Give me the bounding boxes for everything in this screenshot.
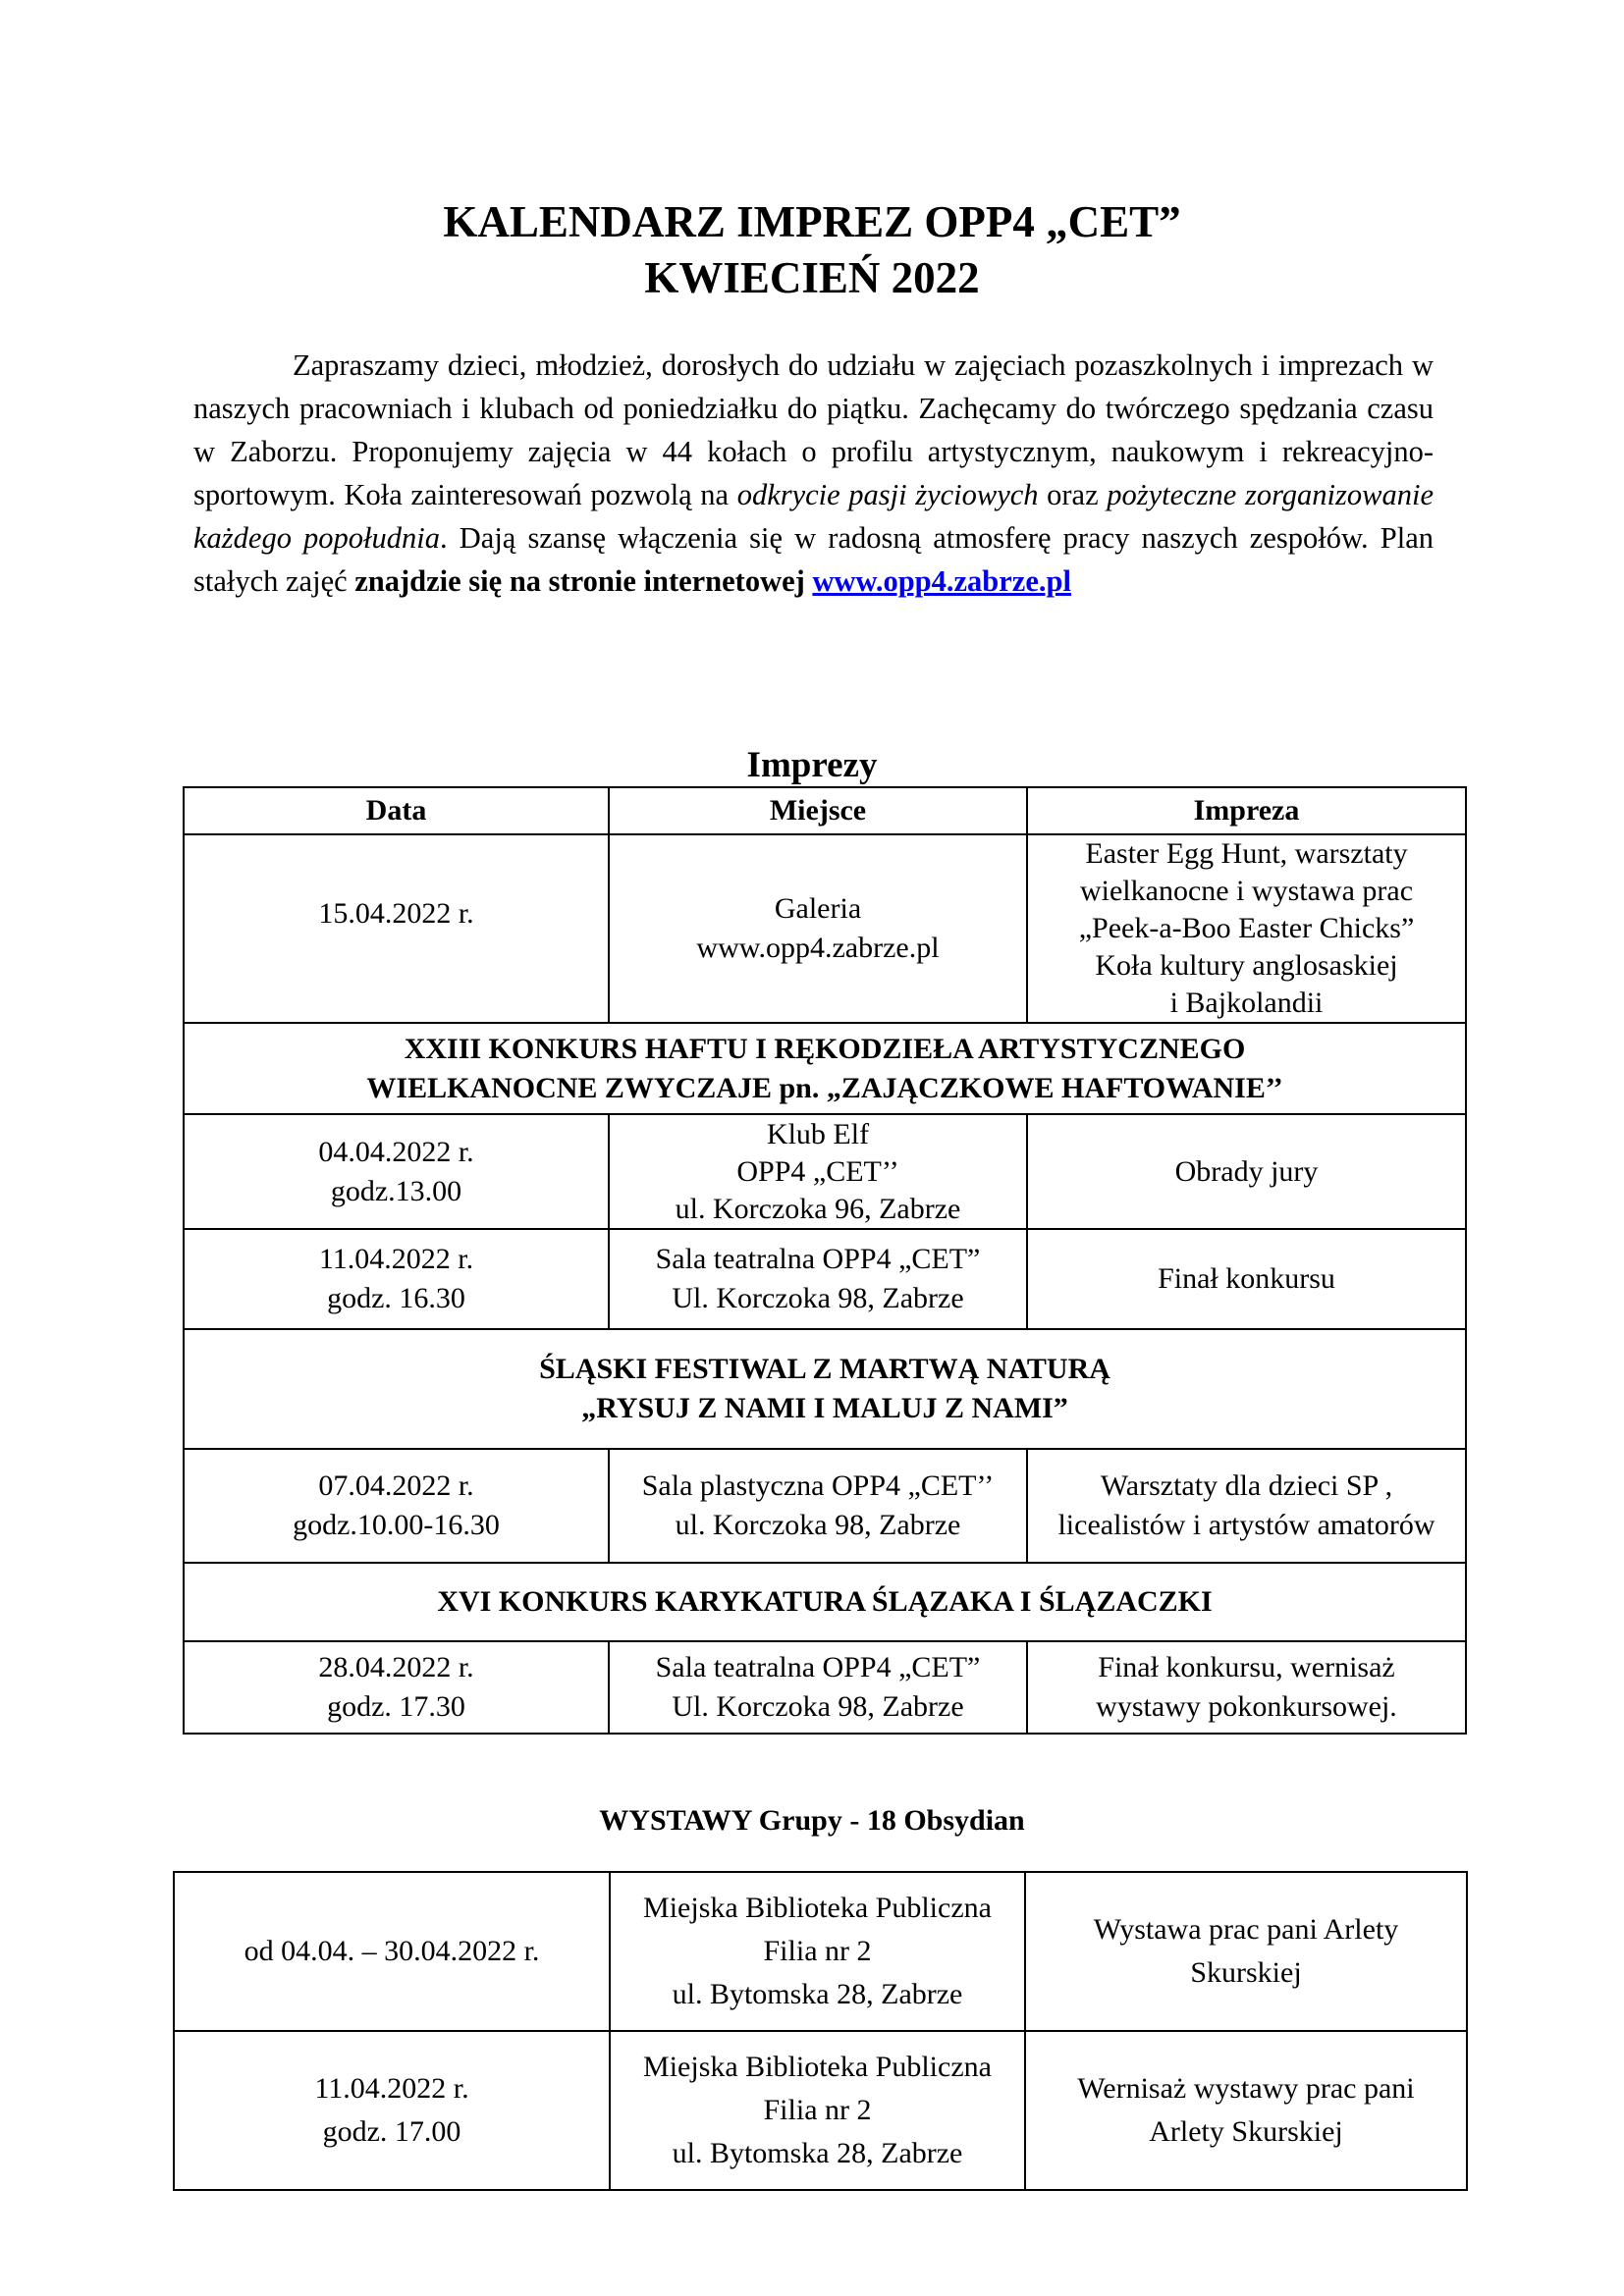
place-line: Filia nr 2 <box>763 2094 872 2126</box>
exhibitions-caption: WYSTAWY Grupy - 18 Obsydian <box>599 1804 1025 1837</box>
exhibitions-table <box>173 1871 1468 2191</box>
section-title <box>184 1329 1466 1449</box>
intro-paragraph <box>193 344 1434 603</box>
place-line: ul. Bytomska 28, Zabrze <box>672 2137 963 2169</box>
intro-italic-1: odkrycie pasji życiowych <box>736 478 1039 511</box>
date-line: 11.04.2022 r. <box>314 2072 469 2105</box>
date-line: 11.04.2022 r. <box>318 1243 474 1275</box>
section-title <box>184 1023 1466 1114</box>
event-date <box>184 1114 609 1229</box>
time-line: godz.10.00-16.30 <box>293 1509 500 1541</box>
section-line: „RYSUJ Z NAMI I MALUJ Z NAMI” <box>581 1392 1068 1424</box>
date-line: 07.04.2022 r. <box>318 1469 474 1502</box>
page-title: KALENDARZ IMPREZ OPP4 „CET” <box>443 197 1181 246</box>
event-date <box>184 1449 609 1563</box>
event-line: Warsztaty dla dzieci SP , <box>1100 1469 1393 1502</box>
event-place <box>609 1114 1027 1229</box>
event-line: Easter Egg Hunt, warsztaty <box>1085 837 1408 870</box>
exhibition-place <box>610 1872 1025 2031</box>
event-description <box>1027 1641 1466 1734</box>
place-line: Ul. Korczoka 98, Zabrze <box>672 1690 964 1723</box>
place-line: Sala teatralna OPP4 „CET” <box>655 1243 981 1275</box>
time-line: godz. 17.30 <box>327 1690 465 1723</box>
section-title: XVI KONKURS KARYKATURA ŚLĄZAKA I ŚLĄZACZKI <box>184 1563 1466 1641</box>
event-place <box>609 834 1027 1023</box>
place-line: Sala teatralna OPP4 „CET” <box>655 1651 981 1683</box>
event-line: Finał konkursu, wernisaż <box>1098 1651 1395 1683</box>
place-line: Filia nr 2 <box>763 1935 872 1967</box>
website-link[interactable]: www.opp4.zabrze.pl <box>812 564 1071 598</box>
event-line: wystawy pokonkursowej. <box>1096 1690 1397 1723</box>
section-row <box>184 1329 1466 1449</box>
intro-bold-text: znajdzie się na stronie internetowej <box>354 564 813 598</box>
event-line: wielkanocne i wystawa prac <box>1079 875 1414 907</box>
place-line: Galeria <box>774 892 862 925</box>
date-line: 04.04.2022 r. <box>318 1135 474 1168</box>
time-line: godz. 16.30 <box>327 1282 465 1314</box>
table-row <box>174 2031 1467 2190</box>
table-row <box>184 1114 1466 1229</box>
exhibition-description <box>1025 2031 1467 2190</box>
section-row <box>184 1563 1466 1641</box>
events-header-row <box>184 787 1466 834</box>
event-description <box>1027 1449 1466 1563</box>
table-row <box>184 834 1466 1023</box>
section-line: XXIII KONKURS HAFTU I RĘKODZIEŁA ARTYSTYCZNEGO <box>404 1032 1246 1065</box>
event-line: Koła kultury anglosaskiej <box>1095 949 1398 982</box>
section-row <box>184 1023 1466 1114</box>
event-place <box>609 1641 1027 1734</box>
events-table <box>183 786 1467 1735</box>
place-line: OPP4 „CET’’ <box>736 1154 899 1188</box>
place-line: Ul. Korczoka 98, Zabrze <box>672 1282 964 1314</box>
events-caption: Imprezy <box>746 745 878 785</box>
intro-text-2: oraz <box>1038 478 1108 511</box>
event-description: Finał konkursu <box>1027 1229 1466 1329</box>
place-line: www.opp4.zabrze.pl <box>696 932 940 964</box>
section-line: WIELKANOCNE ZWYCZAJE pn. „ZAJĄCZKOWE HAFTOWANIE’’ <box>366 1071 1283 1104</box>
event-description <box>1027 834 1466 1023</box>
event-line: i Bajkolandii <box>1169 987 1324 1019</box>
event-description: Obrady jury <box>1027 1114 1466 1229</box>
header-date: Data <box>184 787 609 834</box>
place-line: ul. Korczoka 96, Zabrze <box>675 1192 961 1225</box>
intro-text-1: Zapraszamy dzieci, młodzież, dorosłych do udziału w zajęciach pozaszkolnych i imprezach w naszych pracowniach i klubach od poniedziałku do piątku. Zachęcamy do twórczego spędzania czasu w Zaborzu. Proponujemy zajęcia w 44 kołach o profilu artystycznym, naukowym i rekreacyjno-sportowym. Koła zainteresowań pozwolą na <box>193 348 1434 511</box>
intro-text-3: . Dają szansę włączenia się w radosną atmosferę pracy naszych zespołów. Plan stałych zajęć <box>193 521 1434 598</box>
event-date: 15.04.2022 r. <box>184 834 609 1023</box>
time-line: godz.13.00 <box>330 1174 462 1207</box>
event-date <box>184 1229 609 1329</box>
place-line: Sala plastyczna OPP4 „CET’’ <box>641 1469 995 1502</box>
place-line: Klub Elf <box>766 1117 870 1150</box>
exhibition-description <box>1025 1872 1467 2031</box>
exhibition-place <box>610 2031 1025 2190</box>
time-line: godz. 17.00 <box>322 2115 461 2148</box>
event-line: Wernisaż wystawy prac pani <box>1077 2072 1415 2105</box>
section-line: ŚLĄSKI FESTIWAL Z MARTWĄ NATURĄ <box>539 1353 1110 1385</box>
exhibition-date: od 04.04. – 30.04.2022 r. <box>174 1872 610 2031</box>
exhibition-date <box>174 2031 610 2190</box>
place-line: Miejska Biblioteka Publiczna <box>643 2051 992 2083</box>
header-place: Miejsce <box>609 787 1027 834</box>
table-row <box>184 1449 1466 1563</box>
table-row <box>184 1641 1466 1734</box>
page-subtitle-month: KWIECIEŃ 2022 <box>644 253 980 302</box>
table-row <box>184 1229 1466 1329</box>
table-row <box>174 1872 1467 2031</box>
event-line: Arlety Skurskiej <box>1149 2115 1343 2148</box>
event-line: Wystawa prac pani Arlety <box>1093 1913 1399 1946</box>
event-line: licealistów i artystów amatorów <box>1057 1509 1435 1541</box>
date-line: 28.04.2022 r. <box>318 1651 474 1683</box>
intro-italic-2: pożyteczne zorganizowanie każdego popołudnia <box>193 478 1434 555</box>
event-place <box>609 1229 1027 1329</box>
event-place <box>609 1449 1027 1563</box>
place-line: ul. Korczoka 98, Zabrze <box>675 1509 961 1541</box>
place-line: Miejska Biblioteka Publiczna <box>643 1892 992 1924</box>
header-event: Impreza <box>1027 787 1466 834</box>
event-line: „Peek-a-Boo Easter Chicks” <box>1078 912 1415 944</box>
place-line: ul. Bytomska 28, Zabrze <box>672 1978 963 2010</box>
event-date <box>184 1641 609 1734</box>
event-line: Skurskiej <box>1190 1956 1302 1989</box>
